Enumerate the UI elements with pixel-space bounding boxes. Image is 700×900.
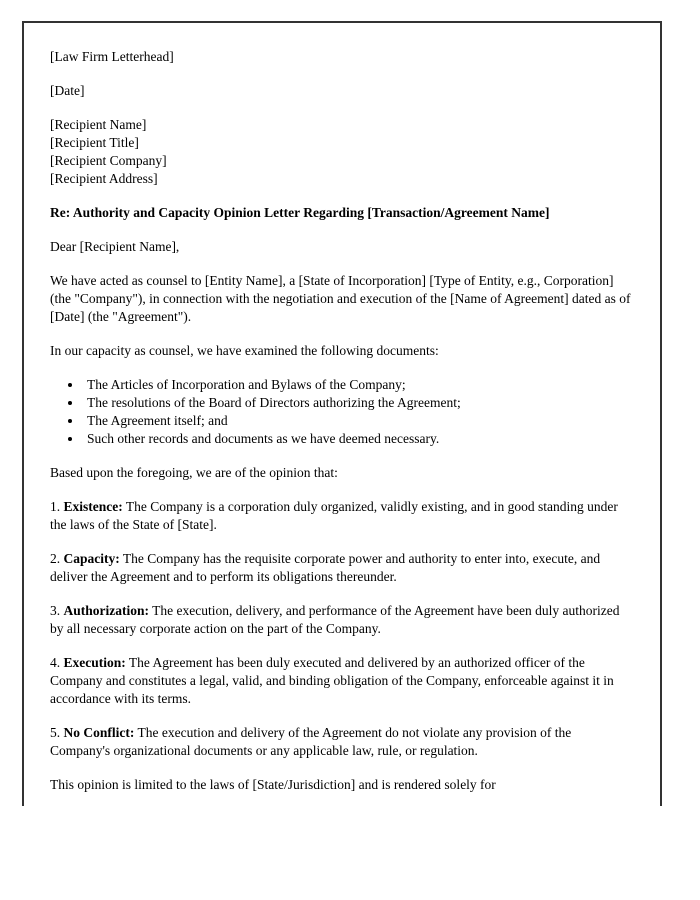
opinion-label: No Conflict: [63,725,135,740]
opinion-paragraph-authorization [50,602,633,638]
opinion-label: Capacity: [63,551,120,566]
opinion-label: Existence: [63,499,123,514]
opinion-text: The Agreement has been duly executed and delivered by an authorized officer of the Company and constitutes a legal, valid, and binding obligation of the Company, enforceable against it in accordance with its terms. [50,655,614,706]
intro-paragraph: We have acted as counsel to [Entity Name], a [State of Incorporation] [Type of Entity, e.g., Corporation] (the "Company"), in connection with the negotiation and execution of the [Name of Agreement] dated as of [Date] (the "Agreement"). [50,273,631,324]
opinion-intro: Based upon the foregoing, we are of the opinion that: [50,465,338,480]
examined-intro: In our capacity as counsel, we have examined the following documents: [50,343,439,358]
list-item: • The Articles of Incorporation and Bylaws of the Company; [83,376,633,394]
opinion-number: 3. [50,603,61,618]
opinion-text: The execution and delivery of the Agreement do not violate any provision of the Company's organizational documents or any applicable law, rule, or regulation. [50,725,572,758]
recipient-company-line: [Recipient Company] [50,153,167,168]
closing-paragraph-clipped: This opinion is limited to the laws of [State/Jurisdiction] and is rendered solely for [50,777,496,792]
opinion-number: 2. [50,551,61,566]
opinion-label: Execution: [63,655,126,670]
opinion-text: The execution, delivery, and performance of the Agreement have been duly authorized by all necessary corporate action on the part of the Company. [50,603,620,636]
opinion-text: The Company is a corporation duly organized, validly existing, and in good standing under the laws of the State of [State]. [50,499,618,532]
opinion-number: 4. [50,655,61,670]
opinion-paragraph-no-conflict [50,724,633,760]
recipient-address-line: [Recipient Address] [50,171,158,186]
opinion-paragraph-existence [50,498,633,534]
opinion-paragraph-execution [50,654,633,708]
opinion-number: 5. [50,725,61,740]
letterhead-line: [Law Firm Letterhead] [50,49,174,64]
opinion-number: 1. [50,499,61,514]
recipient-title-line: [Recipient Title] [50,135,139,150]
letter-page [22,21,662,806]
list-item: • Such other records and documents as we have deemed necessary. [83,430,633,448]
opinion-text: The Company has the requisite corporate power and authority to enter into, execute, and deliver the Agreement and to perform its obligations thereunder. [50,551,601,584]
subject-line: Re: Authority and Capacity Opinion Letter Regarding [Transaction/Agreement Name] [50,205,550,220]
recipient-name-line: [Recipient Name] [50,117,147,132]
opinion-paragraph-capacity [50,550,633,586]
list-item: • The resolutions of the Board of Directors authorizing the Agreement; [83,394,633,412]
opinion-label: Authorization: [63,603,149,618]
list-item: • The Agreement itself; and [83,412,633,430]
examined-documents-list [50,376,633,448]
recipient-block [50,116,633,188]
date-line: [Date] [50,83,85,98]
salutation: Dear [Recipient Name], [50,239,180,254]
